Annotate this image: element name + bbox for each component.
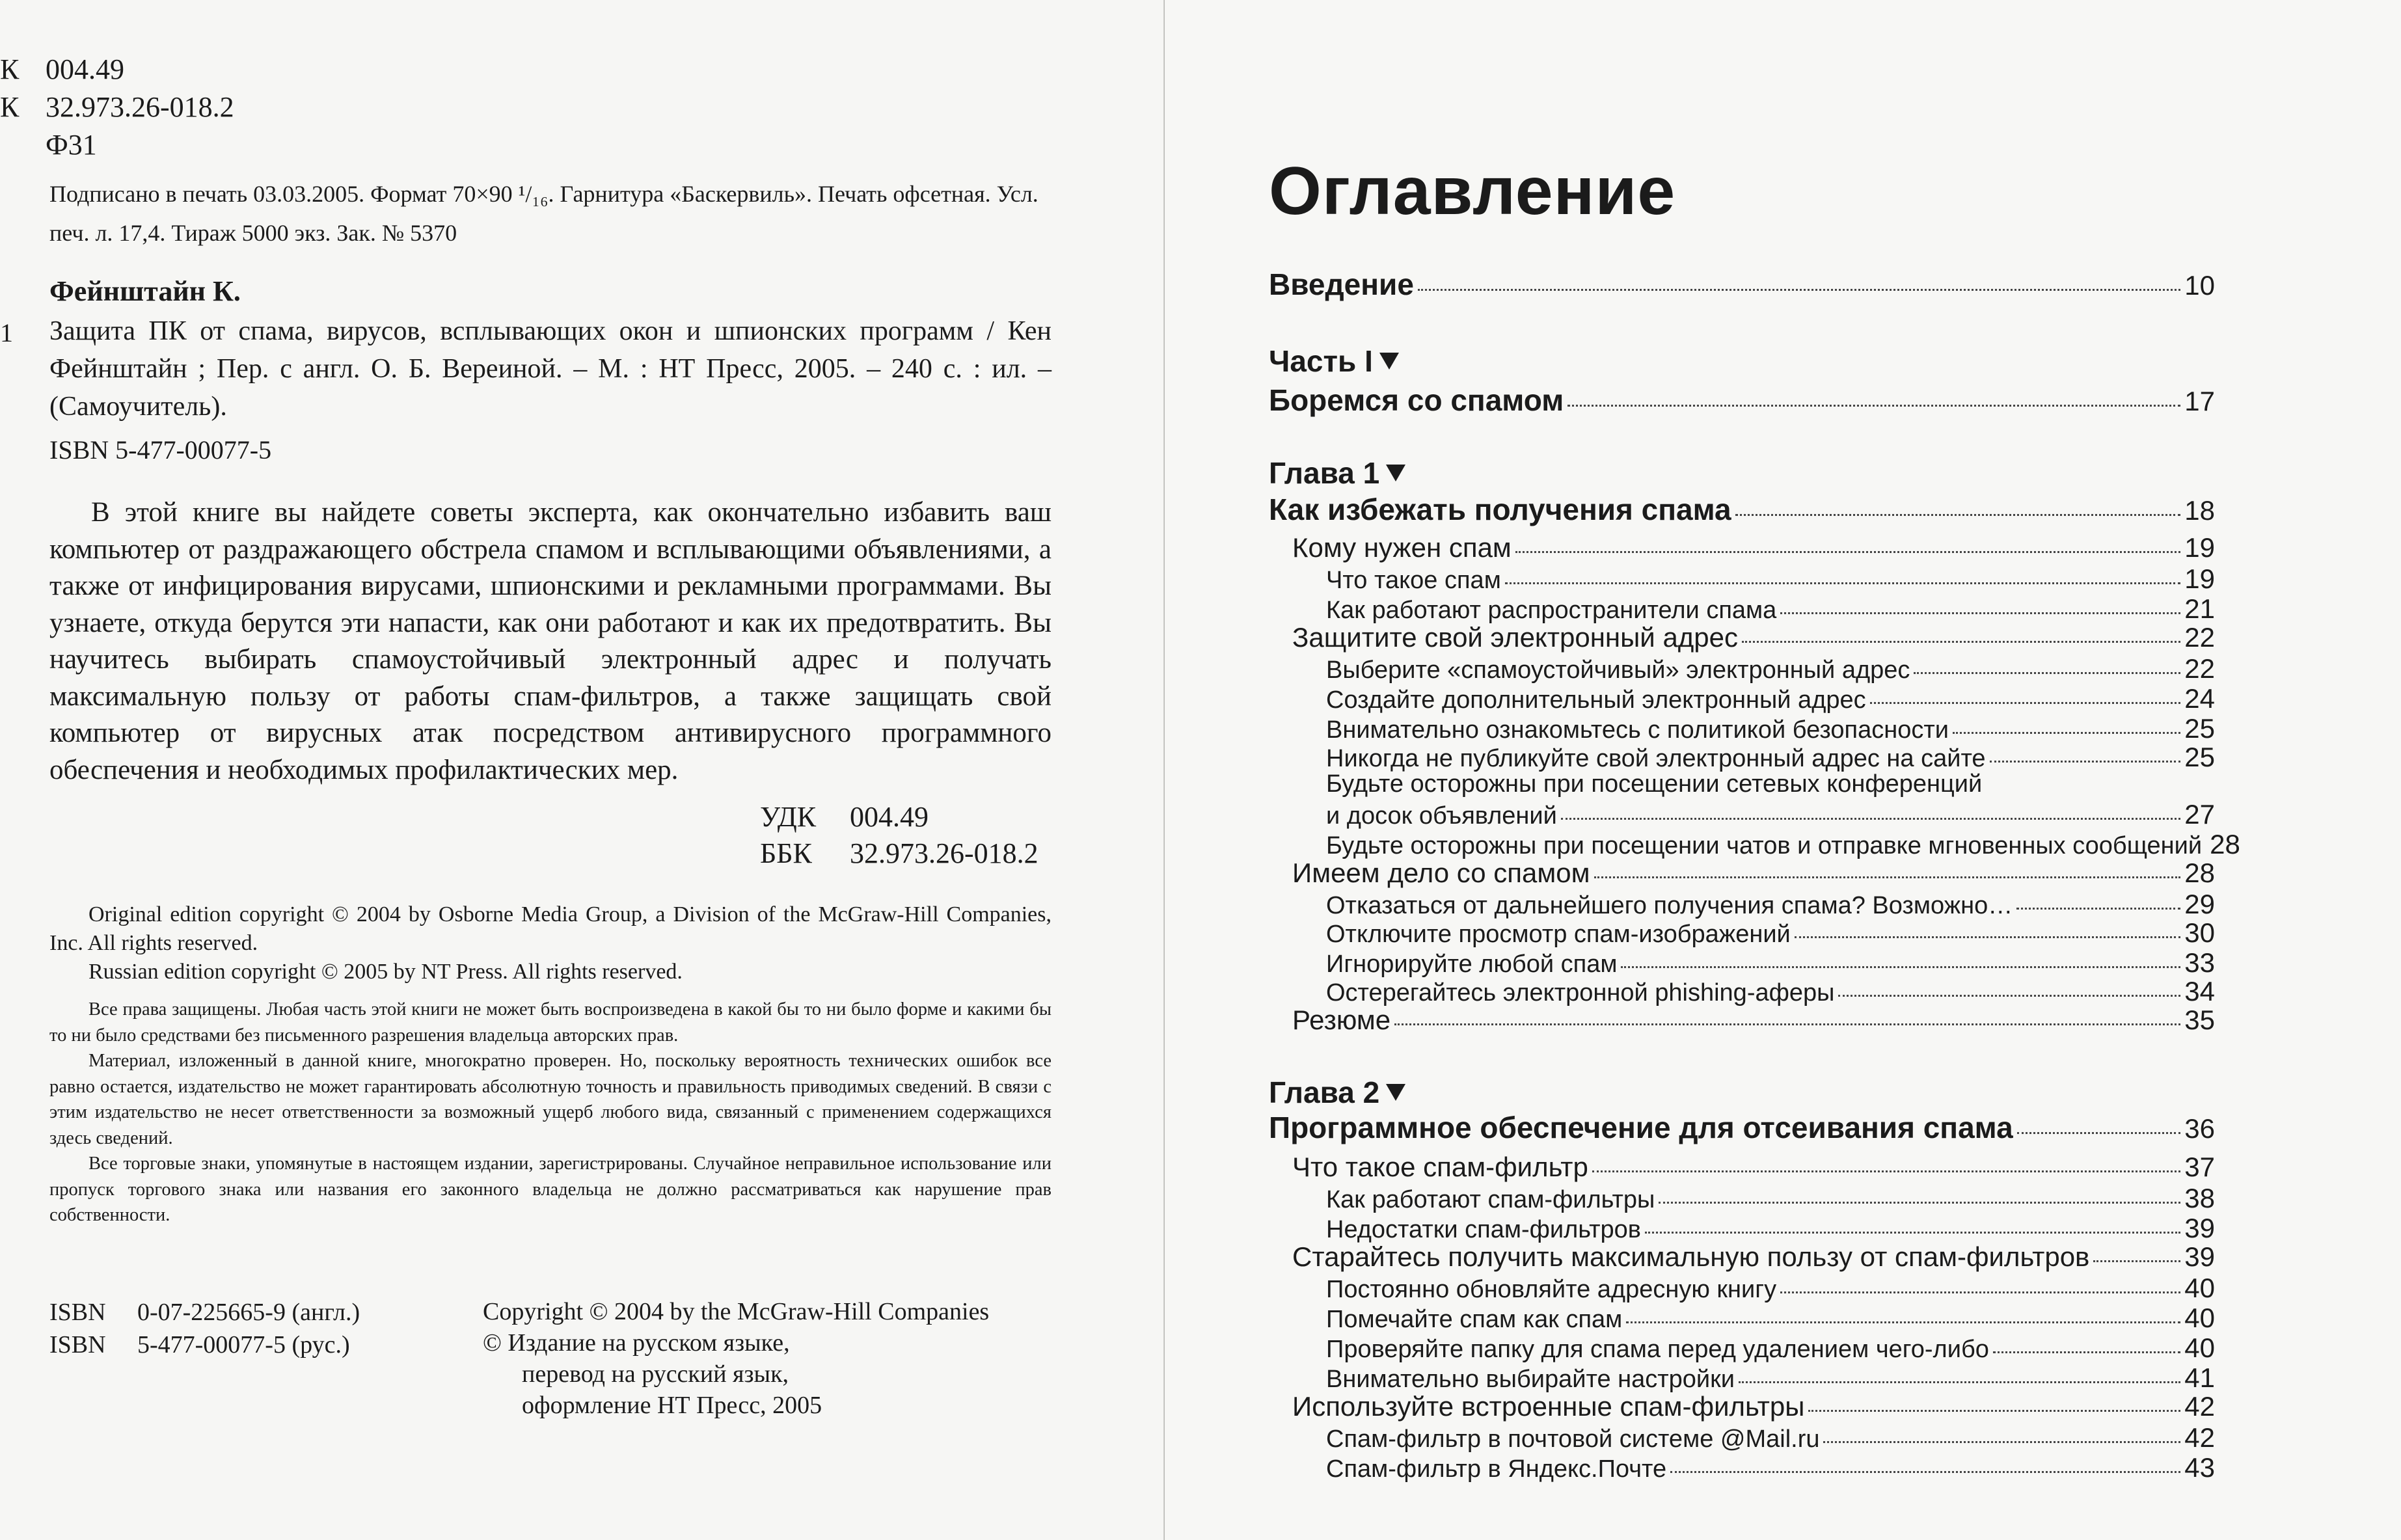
toc-entry-label: Никогда не публикуйте свой электронный адрес на сайте <box>1326 745 1986 772</box>
leader-dots <box>1621 966 2180 968</box>
toc-entry-page: 39 <box>2184 1213 2215 1243</box>
toc-entry-label: и досок объявлений <box>1326 802 1557 830</box>
toc-entry-label: Старайтесь получить максимальную пользу от спам-фильтров <box>1292 1241 2090 1272</box>
left-page-imprint <box>0 0 1165 1540</box>
toc-entry-label: Внимательно ознакомьтесь с политикой безопасности <box>1326 716 1949 744</box>
toc-entry-label: Недостатки спам-фильтров <box>1326 1216 1641 1243</box>
rights-notice: Все торговые знаки, упомянутые в настоящем издании, зарегистрированы. Случайное неправильное использование или пропуск торгового знака или названия его законного владельца не должно рассматриваться как нарушение прав собственности. <box>49 1154 1051 1225</box>
toc-entry[interactable] <box>1269 1391 2215 1422</box>
toc-entry-page: 25 <box>2184 713 2215 744</box>
copyright-line: Copyright © 2004 by the McGraw-Hill Companies <box>483 1298 990 1325</box>
chapter-heading <box>1269 1075 1405 1110</box>
right-page-toc <box>1165 0 2401 1540</box>
leader-dots <box>1739 1381 2180 1383</box>
toc-entry-label: Внимательно выбирайте настройки <box>1326 1366 1735 1393</box>
annotation-text: В этой книге вы найдете советы эксперта, как окончательно избавить ваш компьютер от раздражающего обстрела спамом и всплывающими объявлениями, а также от инфицирования вирусами, шпионскими и рекламными программами. Вы узнаете, откуда берутся эти напасти, как они работают и как их предотвратить. Вы научитесь выбирать спамоустойчивый электронный адрес и получать максимальную пользу от работы спам-фильтров, а также защищать свой компьютер от вирусных атак посредством антивирусного программного обеспечения и необходимых профилактических мер. <box>49 497 1051 785</box>
toc-entry-label: Используйте встроенные спам-фильтры <box>1292 1391 1805 1422</box>
code-value: 32.973.26-018.2 <box>46 91 234 123</box>
toc-entry-page: 36 <box>2184 1113 2215 1144</box>
leader-dots <box>1914 672 2180 674</box>
toc-entry[interactable] <box>1269 829 2240 860</box>
toc-entry-page: 28 <box>2210 829 2240 859</box>
code-value: Ф31 <box>46 129 97 161</box>
code-row <box>0 88 234 126</box>
toc-entry-label: Постоянно обновляйте адресную книгу <box>1326 1276 1777 1303</box>
isbn-main: ISBN 5-477-00077-5 <box>49 435 272 465</box>
code-prefix: К <box>0 91 20 123</box>
isbn-list <box>49 1296 360 1361</box>
toc-entry[interactable] <box>1269 1152 2215 1183</box>
toc-entry-page: 29 <box>2184 889 2215 919</box>
margin-number: 1 <box>0 318 13 347</box>
leader-dots <box>1645 1232 2180 1234</box>
toc-entry[interactable] <box>1269 858 2215 889</box>
leader-dots <box>1515 551 2180 553</box>
toc-entry-page: 17 <box>2184 386 2215 416</box>
toc-entry-page: 34 <box>2184 976 2215 1006</box>
toc-entry[interactable] <box>1269 799 2215 830</box>
code-prefix <box>0 126 46 164</box>
toc-entry[interactable] <box>1269 563 2215 595</box>
toc-entry-page: 40 <box>2184 1273 2215 1303</box>
toc-entry-page: 27 <box>2184 799 2215 830</box>
copyright-line: перевод на русский язык, <box>522 1360 789 1388</box>
toc-entry-page: 42 <box>2184 1391 2215 1422</box>
toc-entry-label: Как избежать получения спама <box>1269 493 1731 526</box>
copyright-line: оформление НТ Пресс, 2005 <box>522 1392 822 1419</box>
toc-title: Оглавление <box>1269 154 1676 229</box>
copyright-original: Original edition copyright © 2004 by Osborne Media Group, a Division of the McGraw-Hill Companies, Inc. All rights reserved. <box>49 902 1051 955</box>
toc-entry-label: Как работают спам-фильтры <box>1326 1186 1655 1213</box>
leader-dots <box>1808 1410 2180 1412</box>
toc-entry-part1[interactable] <box>1269 383 2215 418</box>
leader-dots <box>1670 1471 2180 1473</box>
toc-entry-label: Кому нужен спам <box>1292 532 1512 563</box>
class-code-label: ББК <box>760 837 812 869</box>
code-row <box>0 126 234 164</box>
toc-entry-label: Защитите свой электронный адрес <box>1292 622 1739 653</box>
toc-entry-label: Помечайте спам как спам <box>1326 1306 1623 1333</box>
leader-dots <box>1735 514 2181 516</box>
leader-dots <box>1838 995 2180 997</box>
toc-entry[interactable] <box>1269 593 2215 625</box>
leader-dots <box>2017 1132 2181 1134</box>
udk-bbk-codes <box>760 799 1038 872</box>
code-value: 004.49 <box>46 53 124 85</box>
rights-notices <box>49 997 1051 1228</box>
isbn-value: 5-477-00077-5 (рус.) <box>137 1331 350 1358</box>
isbn-row <box>49 1296 360 1329</box>
toc-entry-label: Что такое спам-фильтр <box>1292 1152 1588 1182</box>
toc-entry[interactable] <box>1269 1241 2215 1273</box>
toc-entry[interactable] <box>1269 532 2215 563</box>
toc-entry[interactable] <box>1269 653 2215 684</box>
leader-dots <box>1659 1202 2180 1204</box>
toc-entry-page: 10 <box>2184 270 2215 301</box>
toc-entry-label: Остерегайтесь электронной phishing-аферы <box>1326 979 1835 1006</box>
leader-dots <box>2093 1260 2180 1262</box>
leader-dots <box>1953 732 2180 734</box>
toc-entry-page: 28 <box>2184 858 2215 888</box>
isbn-label: ISBN <box>49 1299 106 1326</box>
leader-dots <box>2016 908 2180 910</box>
toc-entry-label: Как работают распространители спама <box>1326 597 1777 624</box>
leader-dots <box>1567 405 2180 407</box>
rights-notice: Материал, изложенный в данной книге, многократно проверен. Но, поскольку вероятность технических ошибок все равно остается, издательство не может гарантировать абсолютную точность и правильность приводимых сведений. В связи с этим издательство не несет ответственности за возможный ущерб любого вида, связанный с применением содержащихся здесь сведений. <box>49 1051 1051 1148</box>
toc-entry-page: 22 <box>2184 653 2215 684</box>
chapter-heading-label: Глава 1 <box>1269 456 1380 490</box>
leader-dots <box>1780 1291 2180 1293</box>
leader-dots <box>1795 936 2181 938</box>
toc-entry-label: Введение <box>1269 267 1414 301</box>
toc-entry-label: Боремся со спамом <box>1269 383 1564 417</box>
toc-entry-page: 18 <box>2184 495 2215 526</box>
toc-entry-label: Будьте осторожны при посещении чатов и отправке мгновенных сообщений <box>1326 832 2203 859</box>
toc-entry[interactable] <box>1269 1183 2215 1214</box>
isbn-row <box>49 1329 360 1361</box>
toc-entry-label-line1: Будьте осторожны при посещении сетевых конференций <box>1326 770 1983 798</box>
toc-entry[interactable] <box>1269 622 2215 653</box>
toc-entry-label: Проверяйте папку для спама перед удалением чего-либо <box>1326 1336 1989 1363</box>
toc-entry-page: 43 <box>2184 1452 2215 1483</box>
toc-entry[interactable] <box>1269 976 2215 1007</box>
toc-entry[interactable] <box>1269 1005 2215 1036</box>
author-name: Фейнштайн К. <box>49 275 241 307</box>
toc-entry[interactable] <box>1269 1452 2215 1483</box>
classification-codes <box>0 51 234 164</box>
copyright-russian-edition: Russian edition copyright © 2005 by NT Press. All rights reserved. <box>88 960 683 984</box>
triangle-down-icon <box>1386 465 1405 481</box>
imprint-text: Подписано в печать 03.03.2005. Формат 70×90 ¹/₁₆. Гарнитура «Баскервиль». Печать офсетная. Усл. печ. л. 17,4. Тираж 5000 экз. Зак. № 5370 <box>49 181 1038 246</box>
toc-entry[interactable] <box>1269 889 2215 920</box>
copyright-line: © Издание на русском языке, <box>483 1329 790 1357</box>
toc-entry[interactable] <box>1269 947 2215 979</box>
toc-entry[interactable] <box>1269 1362 2215 1394</box>
part-heading-label: Часть I <box>1269 344 1373 378</box>
toc-entry-page: 35 <box>2184 1005 2215 1035</box>
toc-entry[interactable] <box>1269 917 2215 949</box>
leader-dots <box>1993 1351 2180 1353</box>
leader-dots <box>1990 761 2181 763</box>
code-prefix: К <box>0 53 20 85</box>
toc-entry-page: 37 <box>2184 1152 2215 1182</box>
toc-entry-label: Спам-фильтр в почтовой системе @Mail.ru <box>1326 1425 1820 1453</box>
toc-entry-label: Что такое спам <box>1326 567 1501 594</box>
toc-entry-label: Создайте дополнительный электронный адрес <box>1326 686 1866 714</box>
copyright-russian <box>483 1296 989 1421</box>
toc-entry[interactable] <box>1269 1303 2215 1334</box>
chapter-heading <box>1269 455 1405 491</box>
toc-entry-intro[interactable] <box>1269 267 2215 302</box>
toc-entry-label: Отключите просмотр спам-изображений <box>1326 921 1791 948</box>
toc-entry-label: Выберите «спамоустойчивый» электронный адрес <box>1326 656 1910 684</box>
toc-entry[interactable] <box>1269 1422 2215 1453</box>
triangle-down-icon <box>1386 1084 1405 1101</box>
class-code-row <box>760 835 1038 872</box>
toc-entry-label: Программное обеспечение для отсеивания спама <box>1269 1111 2013 1144</box>
chapter-heading-label: Глава 2 <box>1269 1075 1380 1109</box>
toc-entry-page: 41 <box>2184 1362 2215 1393</box>
isbn-value: 0-07-225665-9 (англ.) <box>137 1299 360 1326</box>
leader-dots <box>1780 612 2180 614</box>
leader-dots <box>1418 289 2180 291</box>
class-code-value: 32.973.26-018.2 <box>850 837 1038 869</box>
class-code-value: 004.49 <box>850 801 929 833</box>
leader-dots <box>1870 702 2181 704</box>
toc-entry-page: 19 <box>2184 563 2215 594</box>
toc-entry-page: 39 <box>2184 1241 2215 1272</box>
toc-entry-chapter2[interactable] <box>1269 1110 2215 1145</box>
toc-entry[interactable] <box>1269 713 2215 744</box>
toc-entry[interactable] <box>1269 1332 2215 1364</box>
isbn-label: ISBN <box>49 1331 106 1358</box>
toc-entry-label: Игнорируйте любой спам <box>1326 951 1618 978</box>
toc-entry-label: Отказаться от дальнейшего получения спама? Возможно… <box>1326 892 2013 919</box>
toc-entry-label: Резюме <box>1292 1005 1391 1035</box>
leader-dots <box>1626 1321 2180 1323</box>
class-code-label: УДК <box>760 801 817 833</box>
toc-entry-label: Имеем дело со спамом <box>1292 858 1590 888</box>
leader-dots <box>1394 1023 2180 1025</box>
rights-notice: Все права защищены. Любая часть этой книги не может быть воспроизведена в какой бы то ни было форме и какими бы то ни было средствами без письменного разрешения владельца авторских прав. <box>49 999 1051 1046</box>
toc-entry-page: 19 <box>2184 532 2215 563</box>
leader-dots <box>1561 818 2180 820</box>
toc-entry[interactable] <box>1269 742 2215 773</box>
toc-entry-page: 24 <box>2184 683 2215 714</box>
toc-entry-page: 40 <box>2184 1303 2215 1333</box>
toc-entry-page: 38 <box>2184 1183 2215 1213</box>
toc-entry-page: 30 <box>2184 917 2215 948</box>
triangle-down-icon <box>1379 353 1399 370</box>
toc-entry-page: 22 <box>2184 622 2215 653</box>
toc-entry[interactable] <box>1269 683 2215 714</box>
class-code-row <box>760 799 1038 835</box>
leader-dots <box>1592 1170 2180 1172</box>
bibliographic-record: Защита ПК от спама, вирусов, всплывающих окон и шпионских программ / Кен Фейнштайн ; Пер. с англ. О. Б. Вереиной. – М. : НТ Пресс, 2005. – 240 с. : ил. – (Самоучитель). <box>49 316 1051 422</box>
copyright-english <box>49 900 1051 986</box>
toc-entry-page: 40 <box>2184 1332 2215 1363</box>
toc-entry-page: 25 <box>2184 742 2215 772</box>
leader-dots <box>1823 1441 2180 1443</box>
toc-entry-page: 33 <box>2184 947 2215 978</box>
toc-entry[interactable] <box>1269 1273 2215 1304</box>
toc-entry-page: 42 <box>2184 1422 2215 1453</box>
code-row <box>0 51 234 88</box>
toc-entry-chapter1[interactable] <box>1269 492 2215 527</box>
leader-dots <box>1742 641 2180 643</box>
part-heading <box>1269 344 1399 379</box>
leader-dots <box>1594 876 2181 878</box>
toc-entry[interactable] <box>1269 1213 2215 1244</box>
toc-entry-page: 21 <box>2184 593 2215 624</box>
leader-dots <box>1505 582 2180 584</box>
toc-entry-label: Спам-фильтр в Яндекс.Почте <box>1326 1455 1667 1483</box>
